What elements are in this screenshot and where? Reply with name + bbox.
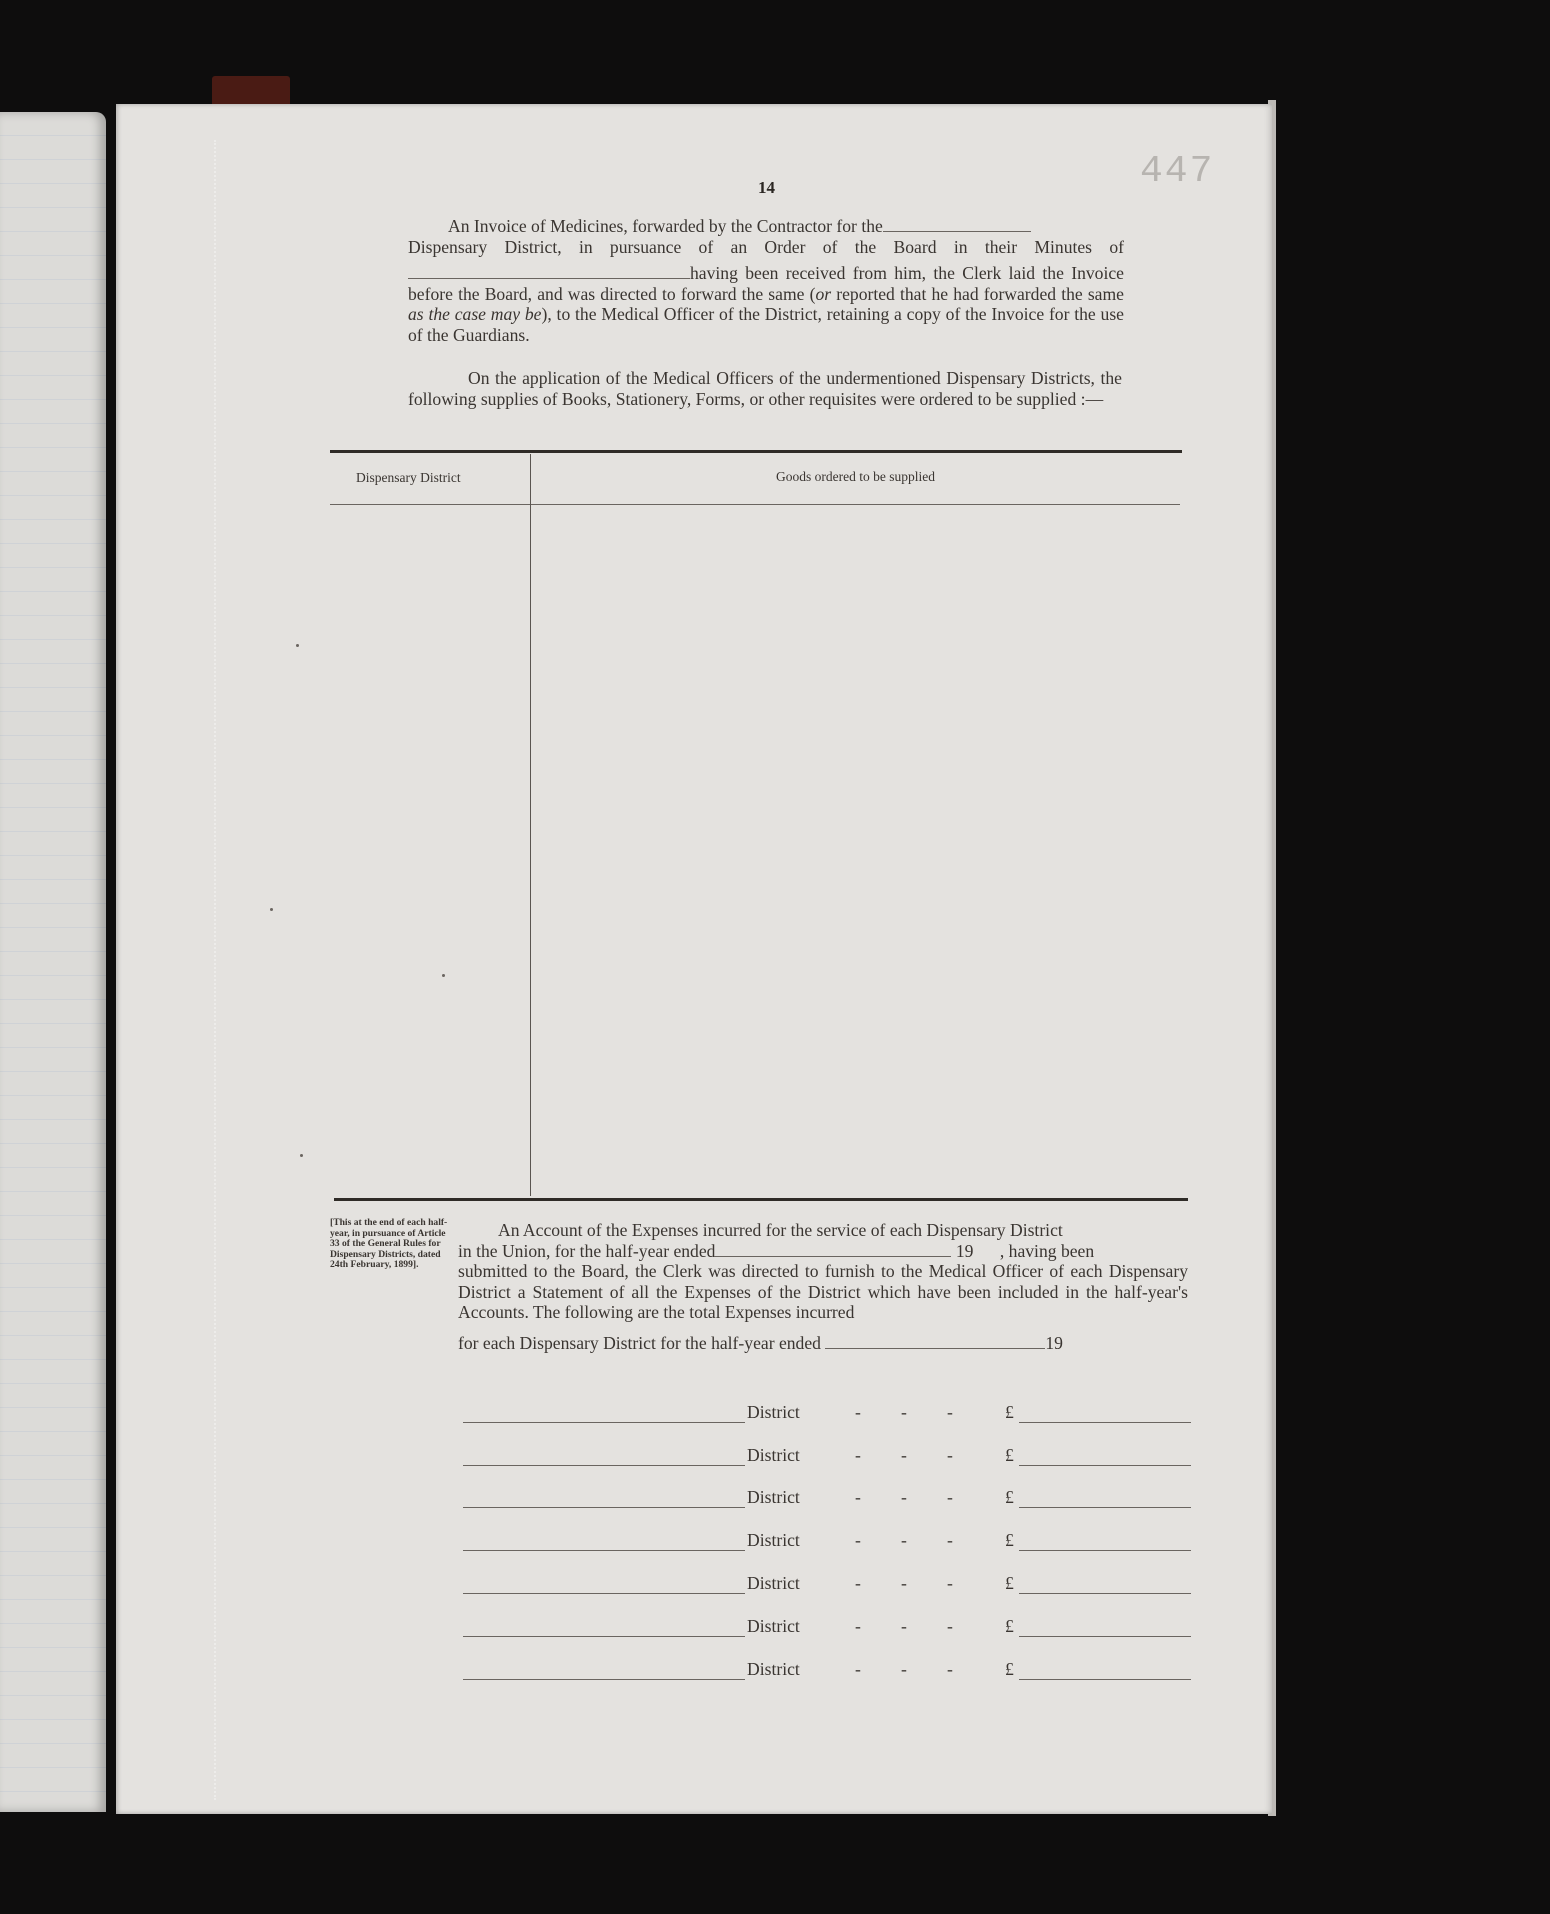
amount-blank bbox=[1019, 1679, 1191, 1680]
minutes-blank bbox=[408, 278, 690, 279]
district-label: District bbox=[747, 1616, 800, 1636]
speck bbox=[270, 908, 273, 911]
speck bbox=[296, 644, 299, 647]
district-dash: - bbox=[901, 1402, 907, 1422]
invoice-text-3: having been received from him, the Clerk laid the Invoice before the Board, and was directed to forward the same ( bbox=[408, 263, 1124, 304]
district-label: District bbox=[747, 1487, 800, 1507]
district-dash: - bbox=[855, 1573, 861, 1593]
district-dash: - bbox=[901, 1616, 907, 1636]
district-name-blank bbox=[463, 1593, 745, 1594]
district-label: District bbox=[747, 1530, 800, 1550]
half-year-blank-2 bbox=[825, 1348, 1045, 1349]
currency-symbol: £ bbox=[1005, 1659, 1014, 1679]
district-dash: - bbox=[855, 1487, 861, 1507]
district-name-blank bbox=[463, 1636, 745, 1637]
invoice-text-2: Dispensary District, in pursuance of an Order of the Board in their Minutes of bbox=[408, 236, 1124, 257]
district-label: District bbox=[747, 1659, 800, 1679]
district-label: District bbox=[747, 1402, 800, 1422]
account-year-2: 19 bbox=[1045, 1332, 1063, 1353]
district-dash: - bbox=[947, 1530, 953, 1550]
currency-symbol: £ bbox=[1005, 1573, 1014, 1593]
district-dash: - bbox=[901, 1445, 907, 1465]
district-dash: - bbox=[947, 1659, 953, 1679]
speck bbox=[442, 974, 445, 977]
amount-blank bbox=[1019, 1636, 1191, 1637]
district-dash: - bbox=[947, 1616, 953, 1636]
account-text-3: , having been bbox=[999, 1240, 1095, 1261]
document-page bbox=[116, 104, 1272, 1814]
account-paragraph bbox=[458, 1220, 1188, 1354]
district-dash: - bbox=[855, 1402, 861, 1422]
half-year-blank-1 bbox=[715, 1256, 951, 1257]
district-dash: - bbox=[855, 1445, 861, 1465]
district-dash: - bbox=[947, 1402, 953, 1422]
margin-note: [This at the end of each half-year, in pursuance of Article 33 of the General Rules for Dispensary Districts, dated 24th February, 1899]. bbox=[330, 1217, 448, 1271]
invoice-text-5: ), to the Medical Officer of the District, retaining a copy of the Invoice for the use of the Guardians. bbox=[408, 304, 1124, 345]
district-dash: - bbox=[947, 1573, 953, 1593]
table-column-divider bbox=[530, 454, 531, 1196]
account-text-1: An Account of the Expenses incurred for the service of each Dispensary District bbox=[498, 1220, 1063, 1240]
stamp-number: 447 bbox=[1140, 150, 1215, 193]
currency-symbol: £ bbox=[1005, 1530, 1014, 1550]
table-header-district: Dispensary District bbox=[356, 470, 461, 485]
district-dash: - bbox=[855, 1659, 861, 1679]
district-dash: - bbox=[855, 1616, 861, 1636]
district-label: District bbox=[747, 1573, 800, 1593]
table-bottom-rule bbox=[334, 1198, 1188, 1201]
district-dash: - bbox=[901, 1530, 907, 1550]
account-text-4: submitted to the Board, the Clerk was directed to furnish to the Medical Officer of each Dispensary District a Statement of all the Expenses of the District which have been included in the half-year's Accounts. The following are the total Expenses incurred bbox=[458, 1261, 1188, 1323]
application-text: On the application of the Medical Officers of the undermentioned Dispensary Districts, the following supplies of Books, Stationery, Forms, or other requisites were ordered to be supplied :— bbox=[408, 368, 1122, 409]
speck bbox=[300, 1154, 303, 1157]
district-row bbox=[463, 1402, 1193, 1426]
district-dash: - bbox=[855, 1530, 861, 1550]
district-name-blank bbox=[463, 1507, 745, 1508]
table-header-goods: Goods ordered to be supplied bbox=[776, 469, 935, 484]
amount-blank bbox=[1019, 1550, 1191, 1551]
district-dash: - bbox=[947, 1487, 953, 1507]
district-dash: - bbox=[901, 1659, 907, 1679]
contractor-blank bbox=[883, 231, 1031, 232]
district-name-blank bbox=[463, 1550, 745, 1551]
account-text-5: for each Dispensary District for the half-year ended bbox=[458, 1332, 821, 1353]
page-number: 14 bbox=[758, 178, 775, 197]
account-text-2: in the Union, for the half-year ended bbox=[458, 1240, 716, 1261]
table-top-rule bbox=[330, 450, 1182, 453]
invoice-paragraph bbox=[408, 216, 1124, 346]
amount-blank bbox=[1019, 1465, 1191, 1466]
district-row bbox=[463, 1616, 1193, 1640]
district-name-blank bbox=[463, 1679, 745, 1680]
invoice-italic-1: or bbox=[815, 283, 832, 304]
district-row bbox=[463, 1445, 1193, 1469]
district-row bbox=[463, 1659, 1193, 1683]
account-year-1: 19 bbox=[955, 1240, 974, 1261]
application-paragraph bbox=[408, 368, 1122, 409]
district-name-blank bbox=[463, 1465, 745, 1466]
district-dash: - bbox=[947, 1445, 953, 1465]
invoice-text-4: reported that he had forwarded the same bbox=[831, 283, 1124, 304]
currency-symbol: £ bbox=[1005, 1616, 1014, 1636]
currency-symbol: £ bbox=[1005, 1445, 1014, 1465]
district-name-blank bbox=[463, 1422, 745, 1423]
currency-symbol: £ bbox=[1005, 1402, 1014, 1422]
currency-symbol: £ bbox=[1005, 1487, 1014, 1507]
invoice-italic-2: as the case may be bbox=[408, 304, 542, 325]
district-label: District bbox=[747, 1445, 800, 1465]
district-dash: - bbox=[901, 1487, 907, 1507]
amount-blank bbox=[1019, 1593, 1191, 1594]
invoice-text-1: An Invoice of Medicines, forwarded by the Contractor for the bbox=[448, 216, 883, 236]
district-row bbox=[463, 1530, 1193, 1554]
district-row bbox=[463, 1487, 1193, 1511]
table-header-rule bbox=[330, 504, 1180, 505]
amount-blank bbox=[1019, 1507, 1191, 1508]
binding-stitch bbox=[214, 140, 216, 1800]
facing-page bbox=[0, 112, 106, 1812]
district-dash: - bbox=[901, 1573, 907, 1593]
amount-blank bbox=[1019, 1422, 1191, 1423]
district-row bbox=[463, 1573, 1193, 1597]
